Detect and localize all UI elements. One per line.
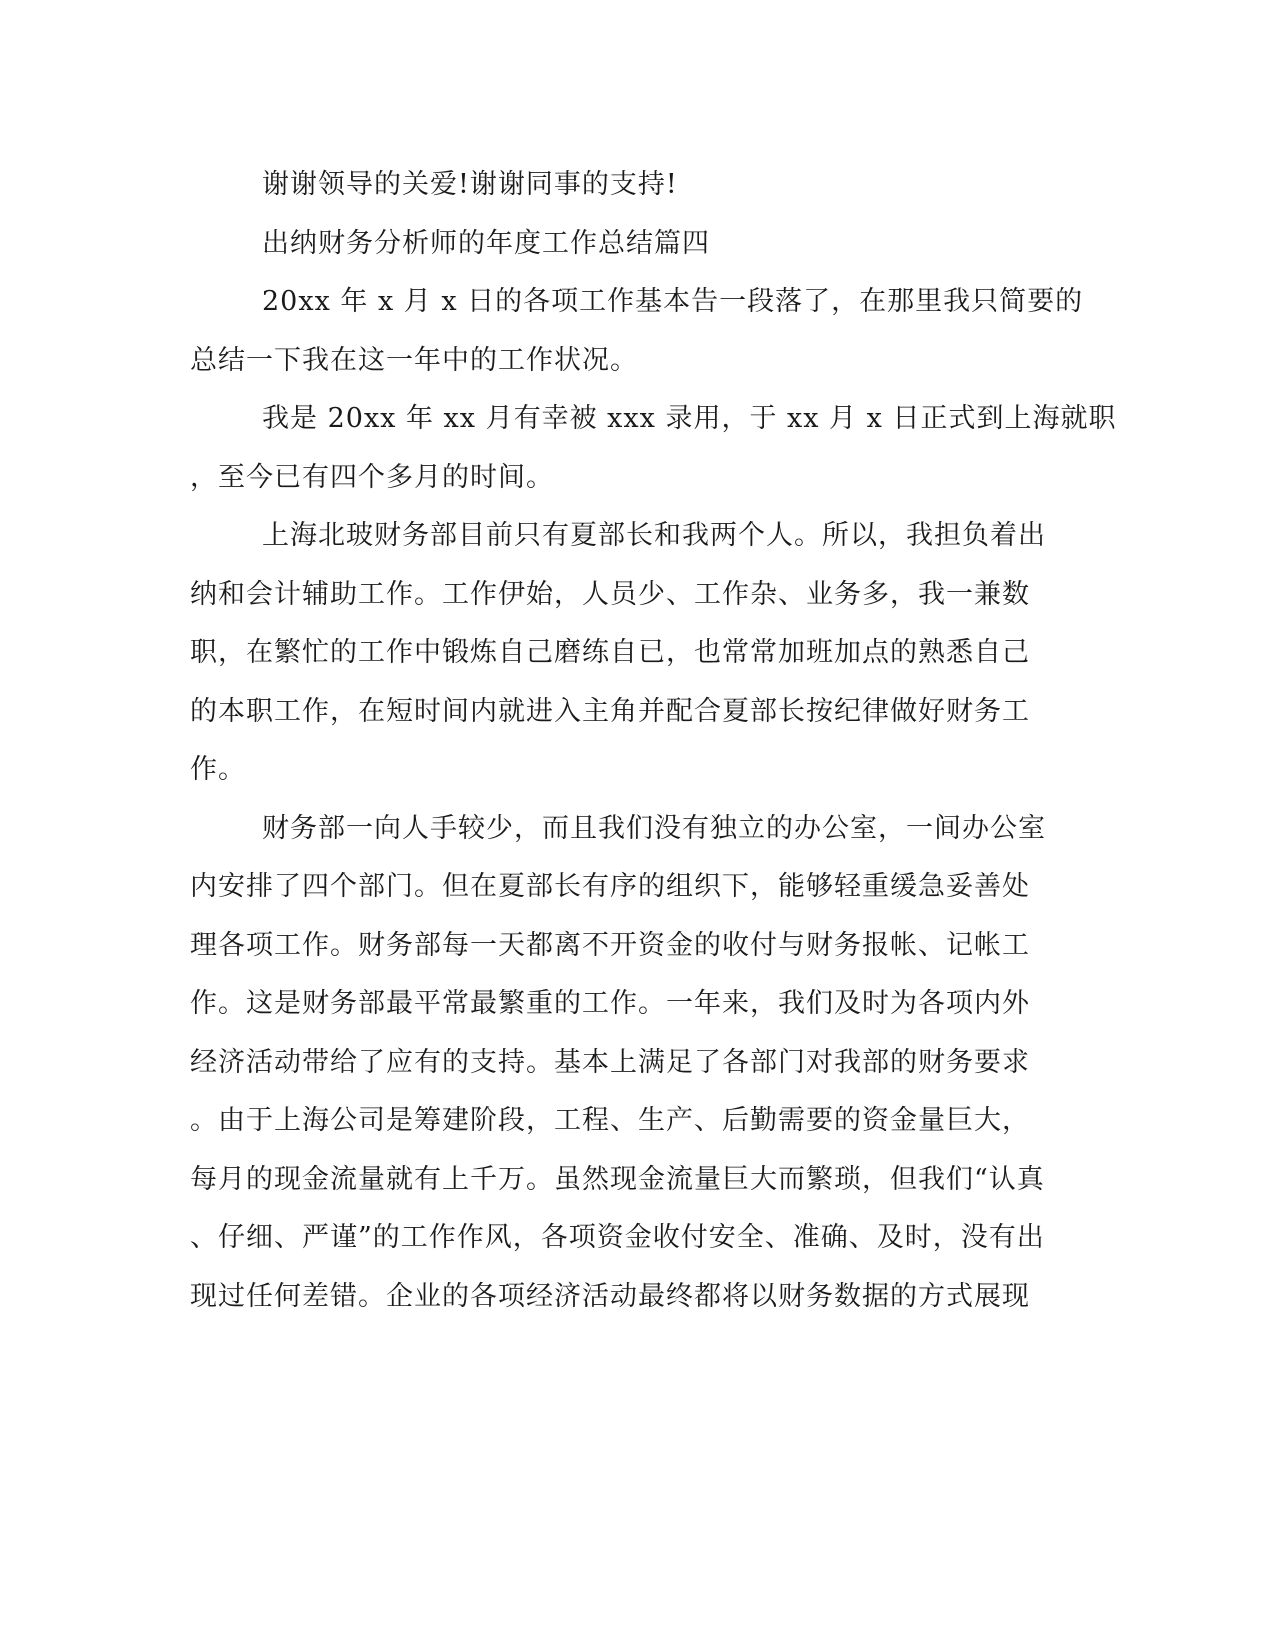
section-heading: 出纳财务分析师的年度工作总结篇四 bbox=[262, 228, 710, 259]
text-line: 我是 20xx 年 xx 月有幸被 xxx 录用，于 xx 月 x 日正式到上海就职 bbox=[262, 403, 1117, 434]
text-line: 每月的现金流量就有上千万。虽然现金流量巨大而繁琐，但我们“认真 bbox=[190, 1164, 1045, 1195]
text-line: 作。这是财务部最平常最繁重的工作。一年来，我们及时为各项内外 bbox=[190, 988, 1030, 1019]
text-line: 经济活动带给了应有的支持。基本上满足了各部门对我部的财务要求 bbox=[190, 1047, 1030, 1078]
text-line: 理各项工作。财务部每一天都离不开资金的收付与财务报帐、记帐工 bbox=[190, 930, 1030, 961]
text-line: 职，在繁忙的工作中锻炼自己磨练自已，也常常加班加点的熟悉自己 bbox=[190, 637, 1030, 668]
text-line: 。由于上海公司是筹建阶段，工程、生产、后勤需要的资金量巨大， bbox=[190, 1105, 1030, 1136]
text-line: 上海北玻财务部目前只有夏部长和我两个人。所以，我担负着出 bbox=[262, 520, 1046, 551]
text-line: 的本职工作，在短时间内就进入主角并配合夏部长按纪律做好财务工 bbox=[190, 696, 1030, 727]
text-line: 、仔细、严谨”的工作作风，各项资金收付安全、准确、及时，没有出 bbox=[190, 1222, 1045, 1253]
text-line: 内安排了四个部门。但在夏部长有序的组织下，能够轻重缓急妥善处 bbox=[190, 871, 1030, 902]
text-line: 谢谢领导的关爱!谢谢同事的支持! bbox=[262, 169, 678, 200]
text-line: 作。 bbox=[190, 754, 246, 785]
text-line: 现过任何差错。企业的各项经济活动最终都将以财务数据的方式展现 bbox=[190, 1281, 1030, 1312]
text-line: ，至今已有四个多月的时间。 bbox=[190, 462, 554, 493]
text-line: 财务部一向人手较少，而且我们没有独立的办公室，一间办公室 bbox=[262, 813, 1046, 844]
text-line: 20xx 年 x 月 x 日的各项工作基本告一段落了，在那里我只简要的 bbox=[262, 286, 1084, 317]
text-line: 纳和会计辅助工作。工作伊始，人员少、工作杂、业务多，我一兼数 bbox=[190, 579, 1030, 610]
text-line: 总结一下我在这一年中的工作状况。 bbox=[190, 345, 638, 376]
